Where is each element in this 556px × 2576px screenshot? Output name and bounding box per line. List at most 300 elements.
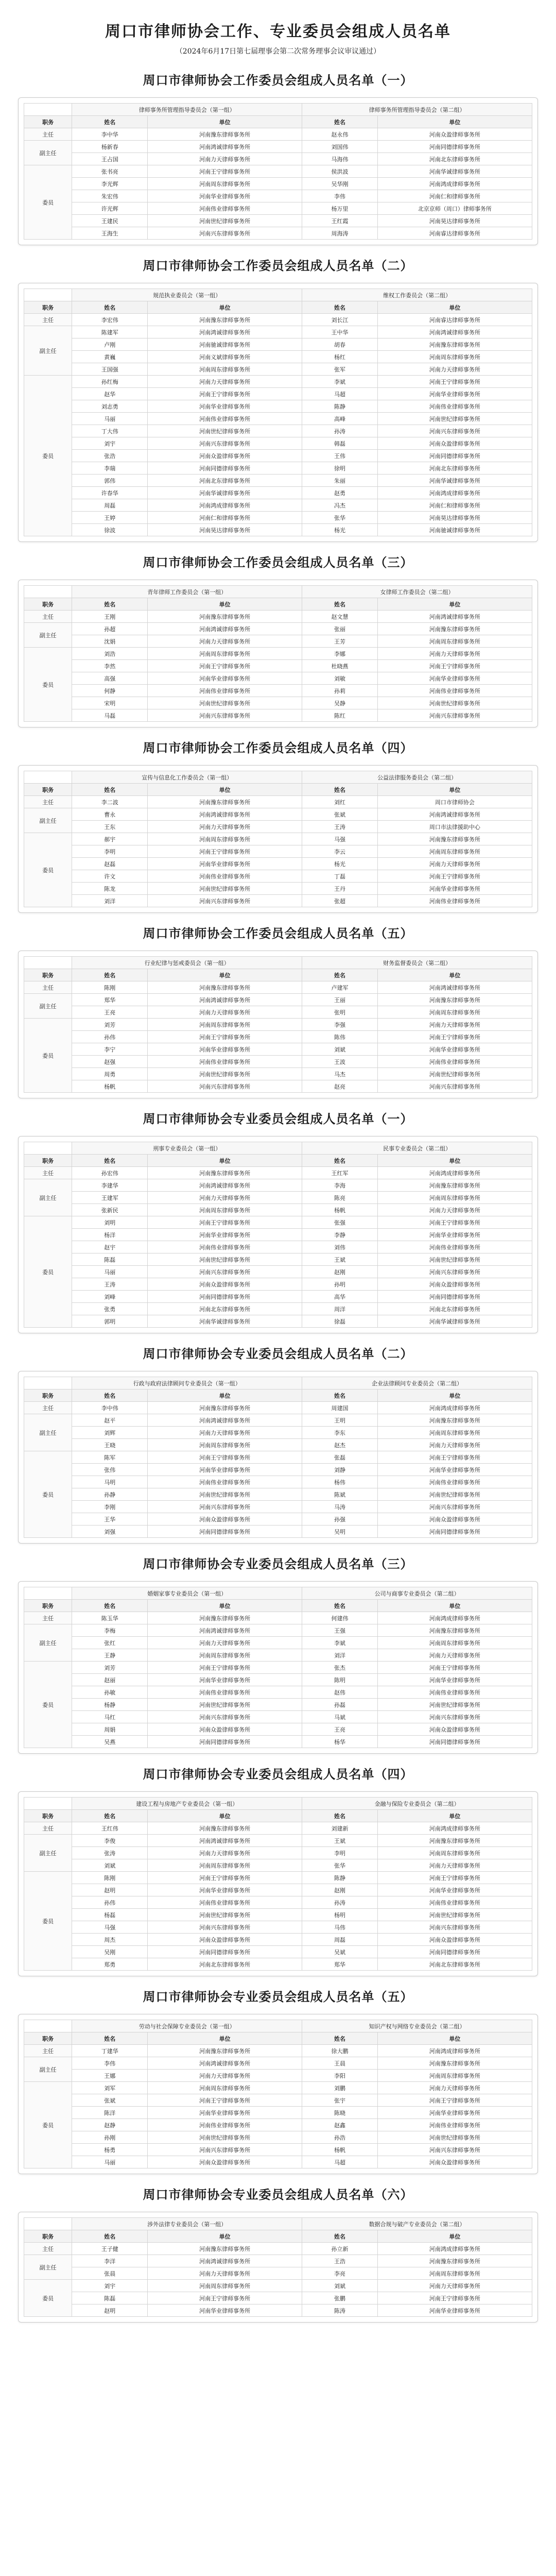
person-unit: 河南豫东律师事务所 (148, 1612, 302, 1624)
person-unit: 河南伟业律师事务所 (377, 1686, 532, 1699)
table-row (24, 326, 532, 338)
person-unit: 河南鸿诚律师事务所 (148, 1179, 302, 1192)
person-name: 陈龙 (72, 883, 148, 895)
table-row (24, 1921, 532, 1934)
document-title: 周口市律师协会工作、专业委员会组成人员名单 (105, 23, 451, 41)
unit-header: 单位 (377, 1389, 532, 1402)
person-unit: 河南力天律师事务所 (377, 1649, 532, 1662)
table-row (24, 524, 532, 536)
person-name: 刘斌 (302, 1043, 378, 1056)
person-name: 韩磊 (302, 437, 378, 450)
person-unit: 河南伟业律师事务所 (377, 1241, 532, 1253)
person-unit: 河南力天律师事务所 (148, 2070, 302, 2082)
person-name: 陈晓 (302, 2107, 378, 2119)
person-unit: 河南豫东律师事务所 (148, 1822, 302, 1835)
person-unit: 河南鸿成律师事务所 (377, 487, 532, 499)
table-row (24, 1192, 532, 1204)
person-unit: 河南力天律师事务所 (377, 648, 532, 660)
committee-name-row (24, 2218, 532, 2230)
person-unit: 河南周东律师事务所 (148, 1204, 302, 1216)
role-cell: 副主任 (24, 623, 72, 648)
person-name: 陈斌 (302, 1488, 378, 1501)
person-name: 马海伟 (302, 153, 378, 165)
person-name: 侯洪波 (302, 165, 378, 178)
person-name: 李斌 (302, 1637, 378, 1649)
person-unit: 河南驰诚律师事务所 (377, 524, 532, 536)
person-unit: 河南华业律师事务所 (377, 1043, 532, 1056)
name-header: 姓名 (302, 784, 378, 796)
person-name: 马斌 (302, 1711, 378, 1723)
person-unit: 河南兴东律师事务所 (377, 709, 532, 722)
header-row (24, 301, 532, 314)
person-name: 王明 (302, 1414, 378, 1427)
person-unit: 河南华业律师事务所 (377, 388, 532, 400)
person-name: 孙立新 (302, 2243, 378, 2255)
person-unit: 河南华业律师事务所 (377, 2304, 532, 2317)
person-name: 陈红 (302, 709, 378, 722)
person-unit: 河南众盈律师事务所 (148, 1278, 302, 1291)
committee-card (18, 1136, 538, 1333)
table-row (24, 1872, 532, 1884)
person-name: 孙刚 (72, 2131, 148, 2144)
person-name: 赵华 (72, 388, 148, 400)
committee-name-row (24, 1587, 532, 1600)
table-row (24, 128, 532, 141)
person-name: 孙磊 (302, 1699, 378, 1711)
person-unit: 河南伟业律师事务所 (148, 1686, 302, 1699)
table-row (24, 858, 532, 870)
table-row (24, 2082, 532, 2094)
person-unit: 河南众盈律师事务所 (148, 1723, 302, 1736)
person-name: 赵强 (72, 1056, 148, 1068)
unit-header: 单位 (148, 1155, 302, 1167)
unit-header: 单位 (377, 1600, 532, 1612)
table-row (24, 1711, 532, 1723)
person-unit: 河南王宁律师事务所 (148, 845, 302, 858)
person-unit: 河南兴东律师事务所 (377, 1711, 532, 1723)
person-unit: 河南鸿诚律师事务所 (148, 2255, 302, 2267)
person-name: 吴静 (302, 697, 378, 709)
person-name: 徐大鹏 (302, 2045, 378, 2057)
person-name: 李中伟 (72, 1402, 148, 1414)
section-block (18, 256, 538, 542)
person-name: 王浩 (302, 2255, 378, 2267)
section-block (18, 738, 538, 913)
table-row (24, 202, 532, 215)
person-unit: 河南鸿成律师事务所 (377, 1167, 532, 1179)
table-row (24, 512, 532, 524)
table-row (24, 1624, 532, 1637)
person-name: 徐波 (72, 524, 148, 536)
committee-name: 公益法律服务委员会（第二组） (302, 771, 532, 784)
sections-container (0, 70, 556, 2323)
person-name: 宋明 (72, 697, 148, 709)
role-cell: 委员 (24, 1662, 72, 1748)
person-name: 赵明 (72, 2304, 148, 2317)
person-name: 张军 (302, 363, 378, 376)
person-name: 刘志勇 (72, 400, 148, 413)
person-unit: 河南伟业律师事务所 (377, 2119, 532, 2131)
person-unit: 河南伟业律师事务所 (148, 413, 302, 425)
person-name: 刘辉 (72, 1427, 148, 1439)
person-unit: 河南豫东律师事务所 (377, 2255, 532, 2267)
table-row (24, 2045, 532, 2057)
committee-name: 规范执业委员会（第一组） (72, 289, 302, 301)
person-unit: 河南周东律师事务所 (148, 1859, 302, 1872)
person-name: 王晨 (302, 2057, 378, 2070)
person-unit: 河南力天律师事务所 (377, 1204, 532, 1216)
person-unit: 河南鸿成律师事务所 (377, 1612, 532, 1624)
header-row (24, 784, 532, 796)
person-name: 王海生 (72, 227, 148, 240)
person-name: 吴明 (302, 1526, 378, 1538)
person-name: 王波 (302, 1056, 378, 1068)
person-unit: 河南睿达律师事务所 (377, 227, 532, 240)
person-unit: 河南伟业律师事务所 (148, 870, 302, 883)
person-unit: 河南伟业律师事务所 (148, 1476, 302, 1488)
person-name: 王静 (72, 1649, 148, 1662)
person-unit: 河南兴东律师事务所 (148, 2144, 302, 2156)
person-unit: 河南王宁律师事务所 (148, 165, 302, 178)
table-row (24, 1043, 532, 1056)
committee-name: 建设工程与房地产专业委员会（第一组） (72, 1798, 302, 1810)
person-unit: 河南鸿诚律师事务所 (377, 326, 532, 338)
person-name: 杨万里 (302, 202, 378, 215)
table-row (24, 474, 532, 487)
table-row (24, 363, 532, 376)
role-cell: 委员 (24, 165, 72, 240)
table-row (24, 338, 532, 351)
person-unit: 河南睿达律师事务所 (377, 314, 532, 326)
person-name: 马超 (302, 2156, 378, 2168)
person-name: 张华 (302, 1859, 378, 1872)
person-name: 李建华 (72, 1179, 148, 1192)
person-unit: 河南众盈律师事务所 (377, 437, 532, 450)
person-unit: 河南周东律师事务所 (377, 845, 532, 858)
person-unit: 河南世纪律师事务所 (377, 2131, 532, 2144)
person-name: 张宇 (302, 2094, 378, 2107)
person-unit: 河南华业律师事务所 (148, 1229, 302, 1241)
person-name: 李强 (302, 1019, 378, 1031)
person-unit: 河南周东律师事务所 (377, 351, 532, 363)
person-unit: 河南豫东律师事务所 (377, 1414, 532, 1427)
person-name: 刘伟 (302, 1241, 378, 1253)
person-name: 王红军 (302, 1167, 378, 1179)
table-row (24, 2255, 532, 2267)
table-row (24, 2156, 532, 2168)
person-unit: 河南华业律师事务所 (148, 2107, 302, 2119)
section-block (18, 70, 538, 245)
table-row (24, 1402, 532, 1414)
person-name: 郑勇 (72, 1958, 148, 1971)
person-unit: 河南鸿诚律师事务所 (377, 808, 532, 821)
person-name: 张强 (302, 1216, 378, 1229)
person-unit: 河南世纪律师事务所 (377, 1909, 532, 1921)
role-cell: 委员 (24, 1216, 72, 1328)
person-name: 吴燕 (72, 1736, 148, 1748)
table-row (24, 1488, 532, 1501)
person-name: 高华 (302, 1291, 378, 1303)
table-row (24, 487, 532, 499)
table-row (24, 685, 532, 697)
person-unit: 河南仁和律师事务所 (377, 190, 532, 202)
role-header: 职务 (24, 598, 72, 611)
person-name: 刘芳 (72, 1019, 148, 1031)
person-name: 胡春 (302, 338, 378, 351)
person-name: 王强 (302, 1624, 378, 1637)
header-row (24, 1600, 532, 1612)
person-unit: 河南伟业律师事务所 (148, 1241, 302, 1253)
committee-name: 婚姻家事专业委员会（第一组） (72, 1587, 302, 1600)
person-unit: 河南众盈律师事务所 (377, 2156, 532, 2168)
person-name: 王占国 (72, 153, 148, 165)
person-unit: 河南鸿诚律师事务所 (377, 611, 532, 623)
person-name: 陈磊 (72, 1253, 148, 1266)
person-name: 郭伟 (72, 474, 148, 487)
header-row (24, 2230, 532, 2243)
name-header: 姓名 (302, 598, 378, 611)
person-name: 刘斌 (72, 1859, 148, 1872)
committee-name: 财务监督委员会（第二组） (302, 957, 532, 969)
person-name: 赵刚 (302, 1884, 378, 1896)
person-name: 王建民 (72, 215, 148, 227)
person-unit: 河南世纪律师事务所 (148, 1699, 302, 1711)
person-name: 刘敏 (302, 672, 378, 685)
person-name: 马磊 (72, 709, 148, 722)
table-row (24, 1167, 532, 1179)
person-name: 王伟 (302, 450, 378, 462)
person-unit: 河南众盈律师事务所 (148, 450, 302, 462)
person-name: 王涛 (72, 1278, 148, 1291)
role-cell: 副主任 (24, 1835, 72, 1872)
committee-name-row (24, 289, 532, 301)
person-unit: 河南驰诚律师事务所 (148, 338, 302, 351)
person-unit: 河南北东律师事务所 (377, 1958, 532, 1971)
person-name: 马强 (302, 833, 378, 845)
person-unit: 河南世纪律师事务所 (148, 1488, 302, 1501)
person-unit: 河南兴东律师事务所 (377, 1266, 532, 1278)
table-row (24, 351, 532, 363)
table-row (24, 450, 532, 462)
header-row (24, 598, 532, 611)
person-unit: 河南伟业律师事务所 (377, 685, 532, 697)
unit-header: 单位 (377, 598, 532, 611)
committee-card (18, 1581, 538, 1754)
person-name: 李静 (302, 1229, 378, 1241)
person-name: 张伟 (72, 1464, 148, 1476)
person-unit: 河南鸿成律师事务所 (377, 1402, 532, 1414)
committee-name: 知识产权与网络专业委员会（第二组） (302, 2020, 532, 2032)
committee-card (18, 2014, 538, 2174)
section-title: 周口市律师协会工作委员会组成人员名单（三） (143, 555, 413, 570)
table-row (24, 462, 532, 474)
section-block (18, 923, 538, 1098)
person-unit: 河南众盈律师事务所 (148, 1513, 302, 1526)
person-unit: 河南华诚律师事务所 (377, 474, 532, 487)
person-unit: 河南世纪律师事务所 (377, 1253, 532, 1266)
table-row (24, 1006, 532, 1019)
person-unit: 河南周东律师事务所 (148, 1649, 302, 1662)
role-cell: 副主任 (24, 1414, 72, 1451)
committee-table (24, 1142, 532, 1328)
person-name: 赵静 (72, 2119, 148, 2131)
committee-table (24, 289, 532, 536)
person-unit: 河南豫东律师事务所 (377, 994, 532, 1006)
person-unit: 河南世纪律师事务所 (377, 1068, 532, 1080)
person-name: 李明 (302, 1847, 378, 1859)
person-name: 王东 (72, 821, 148, 833)
person-name: 徐明 (302, 462, 378, 474)
person-name: 孙明 (302, 1278, 378, 1291)
committee-name: 维权工作委员会（第二组） (302, 289, 532, 301)
person-name: 高峰 (302, 413, 378, 425)
unit-header: 单位 (148, 784, 302, 796)
table-row (24, 623, 532, 635)
person-name: 孙涛 (302, 425, 378, 437)
person-unit: 河南华业律师事务所 (148, 858, 302, 870)
table-row (24, 870, 532, 883)
section-title: 周口市律师协会工作委员会组成人员名单（五） (143, 926, 413, 941)
person-unit: 河南鸿诚律师事务所 (377, 981, 532, 994)
person-name: 陈军 (72, 1451, 148, 1464)
person-unit: 河南周东律师事务所 (148, 2082, 302, 2094)
table-row (24, 1414, 532, 1427)
person-name: 张浩 (72, 450, 148, 462)
person-unit: 河南王宁律师事务所 (148, 1216, 302, 1229)
person-name: 冯杰 (302, 499, 378, 512)
table-row (24, 1896, 532, 1909)
person-name: 孙红梅 (72, 376, 148, 388)
person-name: 张丽 (302, 623, 378, 635)
person-unit: 河南王宁律师事务所 (148, 1031, 302, 1043)
person-name: 张书亮 (72, 165, 148, 178)
table-row (24, 1884, 532, 1896)
table-row (24, 1278, 532, 1291)
person-unit: 河南力天律师事务所 (148, 821, 302, 833)
table-row (24, 1080, 532, 1093)
person-name: 孙超 (72, 623, 148, 635)
person-name: 杨帆 (302, 2144, 378, 2156)
table-row (24, 2070, 532, 2082)
person-unit: 河南兴东律师事务所 (377, 1921, 532, 1934)
table-row (24, 2119, 532, 2131)
subtitle-line: （2024年6月17日第七届理事会第二次常务理事会议审议通过） (175, 47, 381, 56)
person-unit: 河南仁和律师事务所 (377, 499, 532, 512)
role-cell: 副主任 (24, 2057, 72, 2082)
table-row (24, 1019, 532, 1031)
person-name: 李然 (72, 660, 148, 672)
person-name: 吴斌 (302, 1946, 378, 1958)
role-header: 职务 (24, 1389, 72, 1402)
person-unit: 河南豫东律师事务所 (377, 1835, 532, 1847)
section-title: 周口市律师协会专业委员会组成人员名单（五） (143, 1989, 413, 2004)
person-name: 李刚 (72, 1501, 148, 1513)
person-name: 李宏伟 (72, 314, 148, 326)
person-name: 陈涛 (302, 2304, 378, 2317)
person-name: 孙静 (72, 1488, 148, 1501)
person-name: 陈刚 (72, 1872, 148, 1884)
person-name: 刘洋 (302, 1649, 378, 1662)
person-unit: 河南同德律师事务所 (377, 1526, 532, 1538)
blank-cell (24, 289, 72, 301)
person-name: 郑华 (302, 1958, 378, 1971)
section-title: 周口市律师协会专业委员会组成人员名单（三） (143, 1556, 413, 1571)
name-header: 姓名 (302, 1389, 378, 1402)
person-unit: 河南豫东律师事务所 (148, 2243, 302, 2255)
person-name: 马红 (72, 1711, 148, 1723)
person-name: 王国强 (72, 363, 148, 376)
table-row (24, 227, 532, 240)
table-row (24, 1699, 532, 1711)
person-name: 王斌 (302, 1253, 378, 1266)
name-header: 姓名 (302, 1810, 378, 1822)
person-name: 赵鑫 (302, 2119, 378, 2131)
person-unit: 河南北东律师事务所 (377, 1303, 532, 1315)
committee-table (24, 103, 532, 240)
person-name: 孙浩 (302, 2131, 378, 2144)
person-unit: 河南同德律师事务所 (377, 1736, 532, 1748)
person-name: 赵文慧 (302, 611, 378, 623)
committee-name-row (24, 586, 532, 598)
person-unit: 河南豫东律师事务所 (377, 338, 532, 351)
person-name: 陈明 (302, 1674, 378, 1686)
person-name: 丁大伟 (72, 425, 148, 437)
person-unit: 河南华业律师事务所 (377, 1464, 532, 1476)
table-row (24, 1204, 532, 1216)
person-unit: 河南华业律师事务所 (148, 1043, 302, 1056)
person-unit: 河南周东律师事务所 (148, 648, 302, 660)
person-unit: 河南北东律师事务所 (148, 474, 302, 487)
person-unit: 河南力天律师事务所 (148, 376, 302, 388)
person-unit: 河南豫东律师事务所 (148, 2045, 302, 2057)
person-name: 李伟 (72, 2057, 148, 2070)
person-name: 杨光 (302, 524, 378, 536)
section-block (18, 1554, 538, 1754)
role-cell: 主任 (24, 1612, 72, 1624)
section-title: 周口市律师协会专业委员会组成人员名单（四） (143, 1767, 413, 1782)
person-unit: 河南力天律师事务所 (377, 1439, 532, 1451)
person-unit: 河南力天律师事务所 (377, 2280, 532, 2292)
person-unit: 河南华业律师事务所 (377, 1674, 532, 1686)
person-name: 刘浩 (72, 648, 148, 660)
committee-card (18, 1371, 538, 1544)
person-name: 陈磊 (72, 2292, 148, 2304)
unit-header: 单位 (377, 2032, 532, 2045)
person-name: 李斌 (302, 376, 378, 388)
table-row (24, 709, 532, 722)
header-row (24, 116, 532, 128)
committee-table (24, 771, 532, 907)
table-row (24, 981, 532, 994)
table-row (24, 2304, 532, 2317)
person-unit: 河南华业律师事务所 (377, 2107, 532, 2119)
committee-name: 涉外法律专业委员会（第一组） (72, 2218, 302, 2230)
role-header: 职务 (24, 2230, 72, 2243)
person-name: 杨勇 (72, 2144, 148, 2156)
person-unit: 河南华诚律师事务所 (148, 487, 302, 499)
name-header: 姓名 (72, 598, 148, 611)
person-unit: 河南力天律师事务所 (148, 1847, 302, 1859)
person-name: 张勇 (72, 1303, 148, 1315)
name-header: 姓名 (302, 301, 378, 314)
person-name: 赵明 (72, 1884, 148, 1896)
committee-name: 行业纪律与惩戒委员会（第一组） (72, 957, 302, 969)
person-unit: 河南鸿诚律师事务所 (148, 1624, 302, 1637)
committee-name: 金融与保险专业委员会（第二组） (302, 1798, 532, 1810)
person-unit: 河南王宁律师事务所 (148, 2292, 302, 2304)
person-unit: 河南力天律师事务所 (148, 1006, 302, 1019)
role-cell: 副主任 (24, 141, 72, 165)
